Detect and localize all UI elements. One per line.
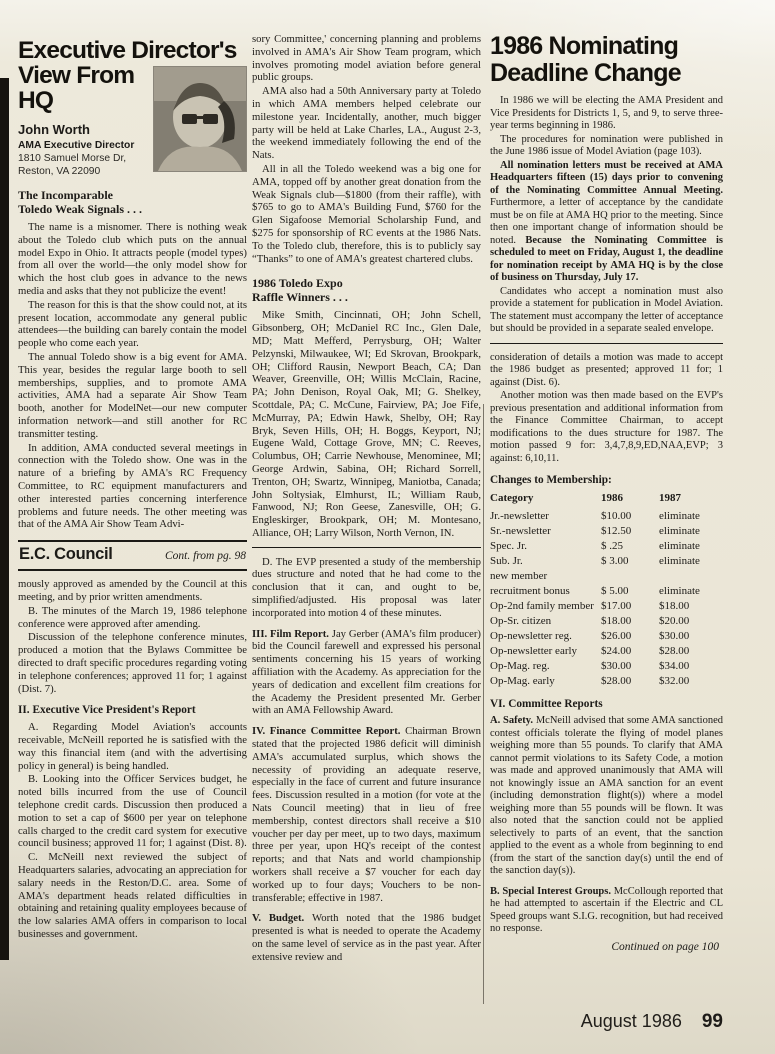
membership-table (490, 491, 723, 689)
row-category: Op-Mag. reg. (490, 660, 550, 672)
row-1987: $28.00 (659, 645, 690, 657)
page-title-line1: Executive Director's (18, 37, 237, 64)
article-paragraph: In addition, AMA conducted several meetings in connection with the Toledo show. One was in the nature of a briefing by AMA's RC Frequency Committee, to RC equipment manufacturers and other interested parties concerning interference problems and future needs. The other meeting was that of the AMA Air Show Team Advi- (18, 441, 247, 531)
row-1986: $ 3.00 (601, 555, 629, 567)
row-category: Jr.-newsletter (490, 510, 549, 522)
ec-finance-report-lead: IV. Finance Committee Report. (252, 725, 406, 738)
table-row (490, 614, 723, 629)
row-1987: eliminate (659, 510, 700, 522)
membership-table-header (490, 491, 723, 506)
portrait-photo-graphic (154, 67, 246, 171)
article-paragraph: All in all the Toledo weekend was a big one for AMA, topped off by another great donation from the Weak Signals club—$1800 (from their raffle), with $765 to go to AMA's Building Fund, $760 for the Glen Sigafoose Memorial Scholarship Fund, and $275 for sponsorship of RC events at the 1986 Nats. To the Toledo club, therefore, this is to publicly say “Thanks” to one of AMA's greatest chartered clubs. (252, 162, 481, 265)
ec-paragraph: B. The minutes of the March 19, 1986 telephone conference were approved after amending. (18, 604, 247, 630)
nominating-title-line1: 1986 Nominating (490, 32, 679, 60)
ec-paragraph: C. McNeill next reviewed the subject of Headquarters salaries, advocating an appreciation for salary needs in the Reston/D.C. area. Some of AMA's department heads related difficulties in obtaining and retaining quality employees because of the low salaries AMA offers in comparison to local businesses and government. (18, 851, 247, 941)
ec-finance-report-text: Chairman Brown stated that the projected 1986 deficit will diminish AMA's accumulated surplus, which shows the necessity of providing an adequate reserve, especially in the face of current and future insurance fees. Discussion resulted in a motion (for vote at the Nats Council meeting) that in lieu of free membership, contest directors shall receive a $10 voucher per day per meet, up to two days, maximum three per year, upon HQ's receipt of the contest reports; and that Nats and world championship workers shall receive a $7 voucher for each day worked up to four days; Vouchers to be non-transferable; effective in 1987. (252, 725, 481, 904)
ec-sig-text: McCollough reported that he had attempted to ascertain if the Electric and CL Speed groups want S.I.G. recognition, but had received no response. (490, 885, 723, 934)
raffle-winners-list: Mike Smith, Cincinnati, OH; John Schell, Gibsonberg, OH; McDaniel RC Inc., Glen Dale, MD; Matt Mefferd, Perrysburg, OH; Walter Pelzynski, Milwaukee, WI; Ed Skrovan, Brookpark, OH; Clifford Rausin, Newport Beach, CA; Dan Weaver, Greenville, OH; Willis McClain, Racine, PA; John Denison, Royal Oak, MI; G. Shelkey, Scottdale, PA; C. McCune, Fairview, PA; Joe Fife, McMurray, PA; Edwin Hawk, Shelby, OH; Ray Bryk, Seven Hills, OH; H. Boggs, Keyport, NJ; Eugene Wald, Cottage Grove, MN; C. Reeves, Columbus, OH; Carrie Newhouse, Menominee, MI; George Ardwin, Sabina, OH; Richard Sorrell, Trenton, OH; Swartz, Winnipeg, Maniotba, Canada; John Soltysiak, Elmhurst, IL; William Raub, Fanwood, NJ; Ron Geese, Zanesville, OH; G. Engleskirger, Brookpark, OH; M. Montesano, Alliance, OH; Larry Wilson, North Vernon, IN. (252, 309, 481, 539)
title-photo-row (18, 63, 247, 177)
row-1987: $32.00 (659, 675, 690, 687)
article-subhead-line2: Toledo Weak Signals . . . (18, 202, 143, 216)
committee-reports-heading: VI. Committee Reports (490, 698, 603, 710)
ec-sig-report (490, 886, 723, 936)
left-column (18, 38, 247, 941)
row-1986: $ 5.00 (601, 585, 629, 597)
author-address-line2: Reston, VA 22090 (18, 166, 101, 177)
article-subhead-line1: The Incomparable (18, 188, 114, 202)
article-paragraph: sory Committee,' concerning planning and problems involved in AMA's Air Show Team program, which involves promoting model aviation before general public groups. (252, 33, 481, 84)
ec-paragraph: Discussion of the telephone conference minutes, produced a motion that the Bylaws Committee be directed to draft specific procedures regarding voting in telephone conferences; approved 11 for; 1 against (Dist. 7). (18, 631, 247, 695)
article-subhead (18, 188, 247, 216)
row-1987: eliminate (659, 540, 700, 552)
row-1987: $34.00 (659, 660, 690, 672)
ec-film-report-lead: III. Film Report. (252, 627, 332, 640)
ec-budget-report-text: Worth noted that the 1986 budget presented is what is needed to operate the Academy on the same level of service as in the past year. After extensive review and (252, 912, 481, 963)
raffle-subhead (252, 276, 481, 304)
ec-paragraph: consideration of details a motion was made to accept the 1986 budget as presented; approved 11 for; 1 against (Dist. 6). (490, 351, 723, 388)
table-row (490, 659, 723, 674)
row-1986: $17.00 (601, 600, 632, 612)
nominating-paragraph: The procedures for nomination were published in the June 1986 issue of Model Aviation (page 103). (490, 133, 723, 157)
nominating-deadline-paragraph (490, 160, 723, 285)
issue-date: August 1986 (580, 1011, 682, 1031)
author-name: John Worth (18, 122, 90, 137)
column-divider-rule (483, 404, 484, 1004)
row-category: Sub. Jr. (490, 555, 523, 567)
row-1987: eliminate (659, 585, 700, 597)
page-number: 99 (701, 1011, 723, 1032)
article-paragraph: AMA also had a 50th Anniversary party at Toledo in which AMA members helped celebrate our milestone year. Incidentally, another, much bigger party will be held at Lake Charles, LA., August 2-3, the weekend immediately following the end of the Nats. (252, 85, 481, 162)
continued-note: Continued on page 100 (611, 940, 719, 953)
nominating-normal: Furthermore, a letter of acceptance by the candidate must be on file at AMA HQ prior to the meeting. Since then one important change of information should be noted. (490, 197, 723, 246)
middle-column (252, 33, 481, 964)
nominating-bold-2: Because the Nominating Committee is scheduled to meet on Friday, August 1, the deadline for nomination receipt by AMA HQ is by the close of business on Thursday, July 17. (490, 234, 724, 283)
ec-council-section-header (18, 540, 247, 571)
row-1986: $18.00 (601, 615, 632, 627)
raffle-subhead-line2: Raffle Winners . . . (252, 290, 348, 305)
table-row (490, 554, 723, 569)
article-paragraph: The annual Toledo show is a big event for AMA. This year, besides the regular large booth to sell memberships, supplies, and to promote AMA activities, AMA had a separate Air Show Team booth, another for ModelNet—our new computer information network—and still another for RC transmitter testing. (18, 350, 247, 440)
row-category: Sr.-newsletter (490, 525, 551, 537)
row-category: Spec. Jr. (490, 540, 527, 552)
nominating-title-line2: Deadline Change (490, 59, 681, 87)
row-1986: $ .25 (601, 540, 623, 552)
nominating-paragraph: In 1986 we will be electing the AMA President and Vice Presidents for Districts 1, 5, and 9, to serve three-year terms beginning in 1986. (490, 95, 723, 131)
row-1986 (601, 569, 659, 584)
table-header-1986: 1986 (601, 492, 623, 504)
row-1987: $20.00 (659, 615, 690, 627)
nominating-bold-1: All nomination letters must be received at AMA Headquarters fifteen (15) days prior to convening of the Nominating Committee Annual Meeting. (490, 159, 723, 196)
row-1986: $10.00 (601, 510, 632, 522)
section-rule (252, 547, 481, 548)
table-row (490, 569, 723, 584)
row-1987: eliminate (659, 525, 700, 537)
table-header-1987: 1987 (659, 492, 681, 504)
page-footer (488, 1011, 723, 1033)
page-title-line3: HQ (18, 87, 54, 114)
ec-budget-report (252, 912, 481, 963)
article-paragraph: The name is a misnomer. There is nothing weak about the Toledo club which puts on the annual model Expo in Ohio. It attracts people (model types) from all over the world—the only model show for which the host club goes in advance to the news media and asks that they not publicize the event! (18, 221, 247, 297)
ec-council-title: E.C. Council (19, 545, 113, 564)
ec-paragraph: Another motion was then made based on the EVP's previous presentation and additional information from the Finance Committee Chairman, to accept modifications to the dues structure for 1987. The motion passed 9 for: 3,4,7,8,9,ED,NAA,EVP; 3 against: 6,10,11. (490, 390, 723, 464)
raffle-subhead-line1: 1986 Toledo Expo (252, 276, 343, 291)
ec-paragraph: B. Looking into the Officer Services budget, he noted bills incurred from the use of Council telephone credit cards. Discussion then produced a motion to set a cap of $600 per year on telephone calls charged to the credit card system for executive council business; approved 11 for; 1 against (Dist. 8). (18, 773, 247, 850)
row-1986: $30.00 (601, 660, 632, 672)
ec-film-report (252, 628, 481, 718)
row-1986: $28.00 (601, 675, 632, 687)
ec-safety-report (490, 715, 723, 878)
table-row (490, 509, 723, 524)
table-row (490, 674, 723, 689)
row-1986: $24.00 (601, 645, 632, 657)
ec-safety-lead: A. Safety. (490, 715, 536, 726)
section-rule (490, 343, 723, 344)
author-address-line1: 1810 Samuel Morse Dr, (18, 153, 127, 164)
article-paragraph: The reason for this is that the show could not, at its present location, accommodate any general public attendees—the building can barely contain the model people who come each year. (18, 298, 247, 350)
ec-section-heading: II. Executive Vice President's Report (18, 704, 196, 717)
row-1986: $26.00 (601, 630, 632, 642)
left-margin-bar (0, 78, 9, 960)
row-category: recruitment bonus (490, 585, 570, 597)
table-row (490, 584, 723, 599)
table-row (490, 629, 723, 644)
ec-paragraph: A. Regarding Model Aviation's accounts receivable, McNeill reported he is satisfied with the way this financial item (and with the advertising policy in general) is being handled. (18, 721, 247, 772)
row-category: Op-newsletter early (490, 645, 578, 657)
author-title: AMA Executive Director (18, 140, 135, 151)
ec-safety-text: McNeill advised that some AMA sanctioned contest officials tolerate the flying of model planes weighing more than 55 pounds. To clarify that AMA cannot permit violations to its Safety Code, a motion was made and approved unanimously that AMA will not knowingly issue an AMA sanction for an event (including demonstration flight(s)) where a model weighing more than 55 pounds will be flown. It was also noted that the sanction could not be applied selectively to parts of an event, that the sanction applied to the event as a whole from beginning to end (from the start of the sanction day(s) until the end of the sanction day(s)). (490, 715, 723, 876)
row-category: new member (490, 570, 548, 582)
ec-paragraph: mously approved as amended by the Council at this meeting, and by prior written amendments. (18, 578, 247, 603)
row-1987: eliminate (659, 555, 700, 567)
table-row (490, 539, 723, 554)
row-category: Op-Sr. citizen (490, 615, 552, 627)
row-1987 (659, 569, 723, 584)
membership-changes-heading: Changes to Membership: (490, 474, 612, 486)
nominating-paragraph: Candidates who accept a nomination must also provide a statement for publication in Model Aviation. The statement must accompany the letter of acceptance but should be provided in a separate sealed envelope. (490, 285, 723, 334)
page-title-line2: View From (18, 62, 135, 89)
row-category: Op-newsletter reg. (490, 630, 572, 642)
row-category: Op-Mag. early (490, 675, 555, 687)
ec-sig-lead: B. Special Interest Groups. (490, 885, 614, 897)
ec-film-report-text: Jay Gerber (AMA's film producer) bid the Council farewell and expressed his personal sentiments concerning his 15 years of working affiliation with the Academy. As appreciation for the years of dedication and excellent film creations for the Academy the President presented Mr. Gerber with an AMA Fellowship Award. (252, 627, 481, 717)
title-byline-block (18, 63, 150, 177)
row-1987: $30.00 (659, 630, 690, 642)
ec-council-continued-note: Cont. from pg. 98 (164, 550, 246, 563)
ec-finance-report (252, 725, 481, 904)
table-row (490, 599, 723, 614)
row-category: Op-2nd family member (490, 600, 594, 612)
table-row (490, 524, 723, 539)
ec-paragraph: D. The EVP presented a study of the membership dues structure and noted that he had come to the conclusion that it can, and ought to be, simplified/adjusted. His proposal was later incorporated into motion 4 of these minutes. (252, 555, 481, 619)
row-1987: $18.00 (659, 600, 690, 612)
table-header-category: Category (490, 492, 534, 504)
row-1986: $12.50 (601, 525, 632, 537)
right-column (490, 33, 723, 953)
author-photo (153, 66, 247, 172)
table-row (490, 644, 723, 659)
ec-budget-report-lead: V. Budget. (252, 912, 313, 925)
